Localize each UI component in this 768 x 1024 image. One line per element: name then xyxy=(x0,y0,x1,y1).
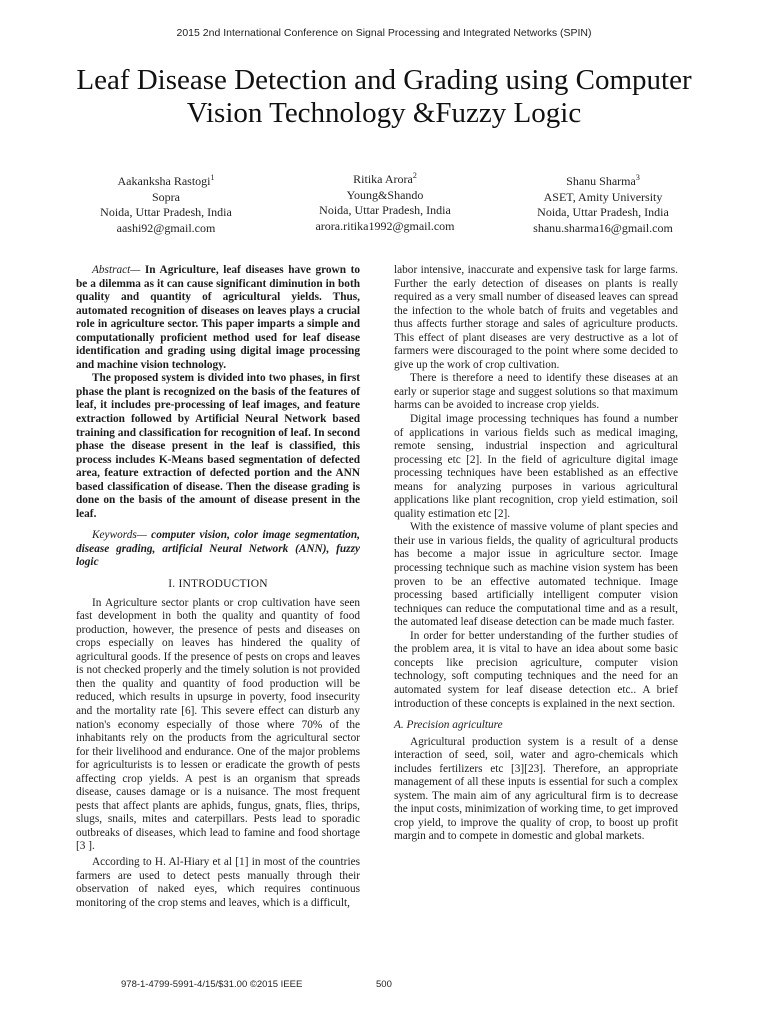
paper-title xyxy=(40,64,728,130)
right-column xyxy=(394,264,678,844)
footer-isbn: 978-1-4799-5991-4/15/$31.00 ©2015 IEEE xyxy=(121,979,303,990)
title-line-2: Vision Technology &Fuzzy Logic xyxy=(186,97,582,129)
keywords: Keywords— computer vision, color image segmentation, disease grading, artificial Neural Network (ANN), fuzzy logic xyxy=(76,529,360,569)
author-email: arora.ritika1992@gmail.com xyxy=(315,218,455,233)
author-affiliation: Sopra xyxy=(152,189,180,204)
author-block-3 xyxy=(503,170,703,236)
keywords-label: Keywords— xyxy=(92,529,147,542)
author-affiliation: Young&Shando xyxy=(346,187,424,202)
body-paragraph: In Agriculture sector plants or crop cultivation have seen fast development in both the quality and quantity of food production, however, the presence of pests and diseases on crops especially on leaves has hindered the quality of agricultural goods. If the presence of pests on crops and leaves is not checked properly and the timely solution is not provided then the quality and quantity of food production will be reduced, which results in upsurge in poverty, food insecurity and the mortality rate [6]. This severe effect can disturb any nation's economy especially of those where 70% of the inhabitants rely on the products from the agricultural sector for their livelihood and endurance. One of the major problems for agriculturists is to lessen or eradicate the growth of pests affecting crop yields. A pest is an organism that spreads disease, causes damage or is a nuisance. The most frequent pests that affect plants are aphids, fungus, gnats, flies, thrips, slugs, snails, mites and caterpillars. Pests lead to sporadic outbreaks of diseases, which lead to famine and food shortage [3 ]. xyxy=(76,596,360,853)
section-heading-introduction: I. INTRODUCTION xyxy=(168,578,268,591)
author-email: aashi92@gmail.com xyxy=(116,220,216,235)
abstract-paragraph-2: The proposed system is divided into two phases, in first phase the plant is recognized on the basis of the features of leaf, it includes pre-processing of leaf images, and feature extraction followed by Artificial Neural Network based training and classification for recognition of leaf. In second phase the disease present in the leaf is classified, this process includes K-Means based segmentation of defected area, feature extraction of defected portion and the ANN based classification of disease. Then the disease grading is done on the basis of the amount of disease present in the leaf. xyxy=(76,372,360,520)
page-number: 500 xyxy=(376,979,392,990)
left-column xyxy=(76,264,360,910)
body-paragraph: According to H. Al-Hiary et al [1] in most of the countries farmers are used to detect pests manually through their observation of naked eyes, which requires continuous monitoring of the crop stems and leaves, which is a difficult, xyxy=(76,855,360,909)
body-paragraph: In order for better understanding of the further studies of the problem area, it is vital to have an idea about some basic concepts like precision agriculture, computer vision technology, soft computing techniques and the need for an automated system for leaf disease detection etc.. A brief introduction of these concepts is explained in the next section. xyxy=(394,629,678,710)
abstract-label: Abstract— xyxy=(92,264,141,276)
title-line-1: Leaf Disease Detection and Grading using Computer xyxy=(76,64,692,96)
abstract-paragraph: Abstract— In Agriculture, leaf diseases have grown to be a dilemma as it can cause significant diminution in both quality and quantity of agricultural yields. Thus, automated recognition of diseases on leaves plays a crucial role in agriculture sector. This paper imparts a simple and computationally proficient method used for leaf disease identification and grading using digital image processing and machine vision technology. xyxy=(76,264,360,371)
body-paragraph: labor intensive, inaccurate and expensive task for large farms. Further the early detection of diseases on plants is really required as a very small number of diseased leaves can spread the infection to the whole batch of fruits and vegetables and thus affects further storage and sales of agriculture products. This effect of plant diseases are very destructive as a lot of farmers were discouraged to the point where some decided to give up the work of crop cultivation. xyxy=(394,264,678,371)
author-name: Ritika Arora$^2$ xyxy=(353,171,417,186)
conference-header: 2015 2nd International Conference on Signal Processing and Integrated Networks (SPIN) xyxy=(176,27,592,39)
body-paragraph: With the existence of massive volume of plant species and their use in various fields, the quality of agricultural products has become a major issue in agriculture sector. Image processing technique such as machine vision system has been proven to be an effective automated technique. Image processing based artificially intelligent computer vision techniques can reduce the computational time and as a result, the automated leaf disease detection can be made much faster. xyxy=(394,521,678,629)
body-paragraph: There is therefore a need to identify these diseases at an early or superior stage and suggest solutions so that maximum harms can be avoided to increase crop yields. xyxy=(394,372,678,412)
body-paragraph: Digital image processing techniques has found a number of applications in various fields such as medical imaging, remote sensing, industrial inspection and agricultural processing etc [2]. In the field of agriculture digital image processing techniques have been established as an effective means for analyzing purposes in various agricultural applications like plant recognition, crop yield estimation, soil quality estimation etc [2]. xyxy=(394,413,678,520)
body-paragraph: Agricultural production system is a result of a dense interaction of seed, soil, water and agro-chemicals which includes fertilizers etc [3][23]. Therefore, an appropriate management of all these inputs is essential for such a complex system. The main aim of any agricultural firm is to decrease the input costs, minimization of working time, to get improved crop yield, to improve the quality of crop, to boost up profit margin and to compete in domestic and global markets. xyxy=(394,735,678,843)
author-block-1 xyxy=(66,170,266,236)
author-location: Noida, Uttar Pradesh, India xyxy=(100,205,232,219)
author-affiliation: ASET, Amity University xyxy=(543,189,663,204)
author-location: Noida, Uttar Pradesh, India xyxy=(537,205,669,219)
author-email: shanu.sharma16@gmail.com xyxy=(533,220,673,235)
author-name: Aakanksha Rastogi$^1$ xyxy=(117,173,215,188)
author-location: Noida, Uttar Pradesh, India xyxy=(319,203,451,217)
author-block-2 xyxy=(285,168,485,234)
author-name: Shanu Sharma$^3$ xyxy=(566,173,640,188)
subsection-heading-precision-agriculture: A. Precision agriculture xyxy=(394,719,503,732)
